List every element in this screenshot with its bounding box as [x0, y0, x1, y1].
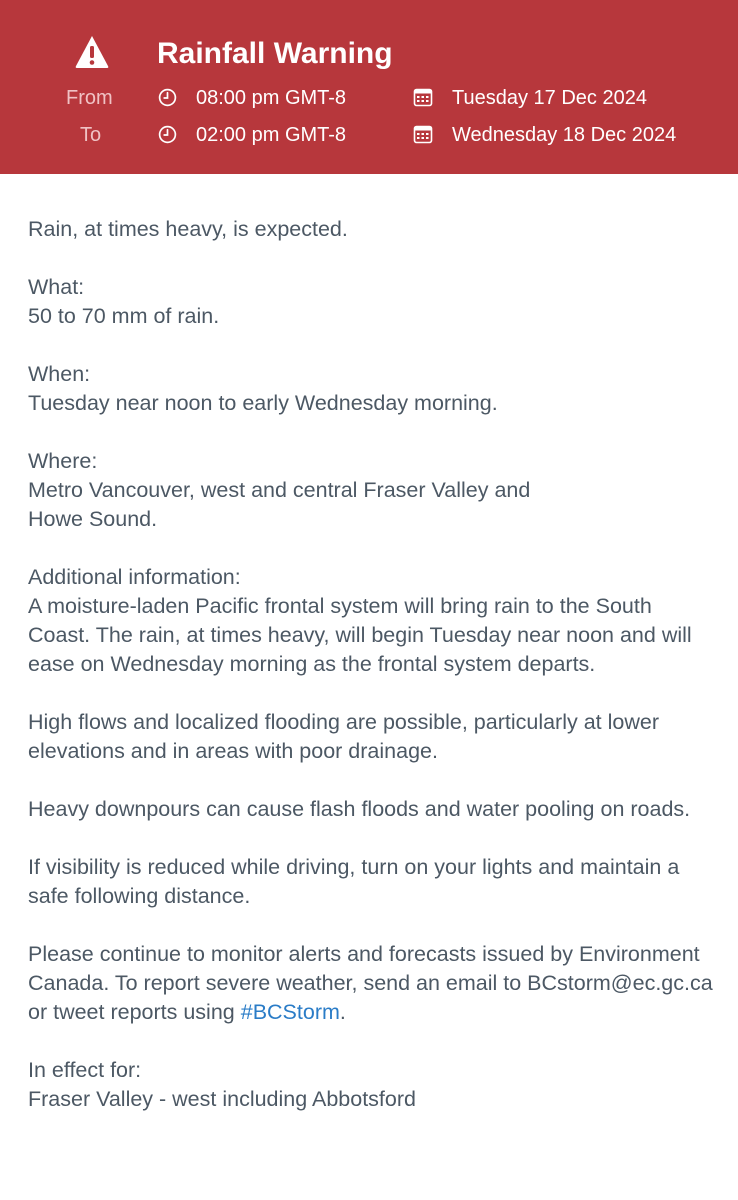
when-section: [28, 360, 718, 418]
flows-text: High flows and localized flooding are possible, particularly at lower elevations and in areas with poor drainage.: [28, 710, 659, 763]
monitor-text: Please continue to monitor alerts and forecasts issued by Environment Canada. To report severe weather, send an email to BCstorm@ec.gc.ca or tweet reports using: [28, 942, 713, 1024]
visibility-text: If visibility is reduced while driving, turn on your lights and maintain a safe following distance.: [28, 855, 680, 908]
from-time: 08:00 pm GMT-8: [196, 87, 347, 109]
visibility-section: [28, 853, 718, 911]
from-date: Tuesday 17 Dec 2024: [452, 87, 647, 109]
effect-heading: In effect for:: [28, 1058, 142, 1082]
effect-text: Fraser Valley - west including Abbotsford: [28, 1087, 416, 1111]
flows-section: [28, 708, 718, 766]
where-line-1: Metro Vancouver, west and central Fraser Valley and: [28, 478, 531, 502]
warning-title: Rainfall Warning: [157, 37, 393, 70]
warning-body: [28, 215, 718, 1143]
monitor-section: [28, 940, 718, 1027]
clock-icon: [158, 125, 177, 144]
clock-icon: [158, 88, 177, 107]
where-heading: Where:: [28, 449, 98, 473]
intro-text: Rain, at times heavy, is expected.: [28, 217, 348, 241]
warning-header: [0, 0, 738, 174]
what-text: 50 to 70 mm of rain.: [28, 304, 220, 328]
where-line-2: Howe Sound.: [28, 507, 158, 531]
downpours-section: [28, 795, 718, 824]
to-time: 02:00 pm GMT-8: [196, 124, 347, 146]
where-section: [28, 447, 718, 534]
what-heading: What:: [28, 275, 85, 299]
what-section: [28, 273, 718, 331]
warning-triangle-icon: [74, 34, 110, 70]
calendar-icon: [413, 124, 433, 144]
effect-section: [28, 1056, 718, 1114]
additional-heading: Additional information:: [28, 565, 241, 589]
when-heading: When:: [28, 362, 91, 386]
additional-text: A moisture-laden Pacific frontal system will bring rain to the South Coast. The rain, at times heavy, will begin Tuesday near noon and will ease on Wednesday morning as the frontal system departs.: [28, 594, 692, 676]
downpours-text: Heavy downpours can cause flash floods and water pooling on roads.: [28, 797, 691, 821]
bcstorm-hashtag-link[interactable]: #BCStorm: [240, 1000, 340, 1024]
monitor-period: .: [339, 1000, 346, 1024]
when-text: Tuesday near noon to early Wednesday morning.: [28, 391, 498, 415]
calendar-icon: [413, 87, 433, 107]
intro-section: [28, 215, 718, 244]
to-date: Wednesday 18 Dec 2024: [452, 124, 677, 146]
monitor-paragraph: [28, 940, 718, 1027]
to-label: To: [80, 124, 102, 146]
additional-section: [28, 563, 718, 679]
from-label: From: [66, 87, 113, 109]
